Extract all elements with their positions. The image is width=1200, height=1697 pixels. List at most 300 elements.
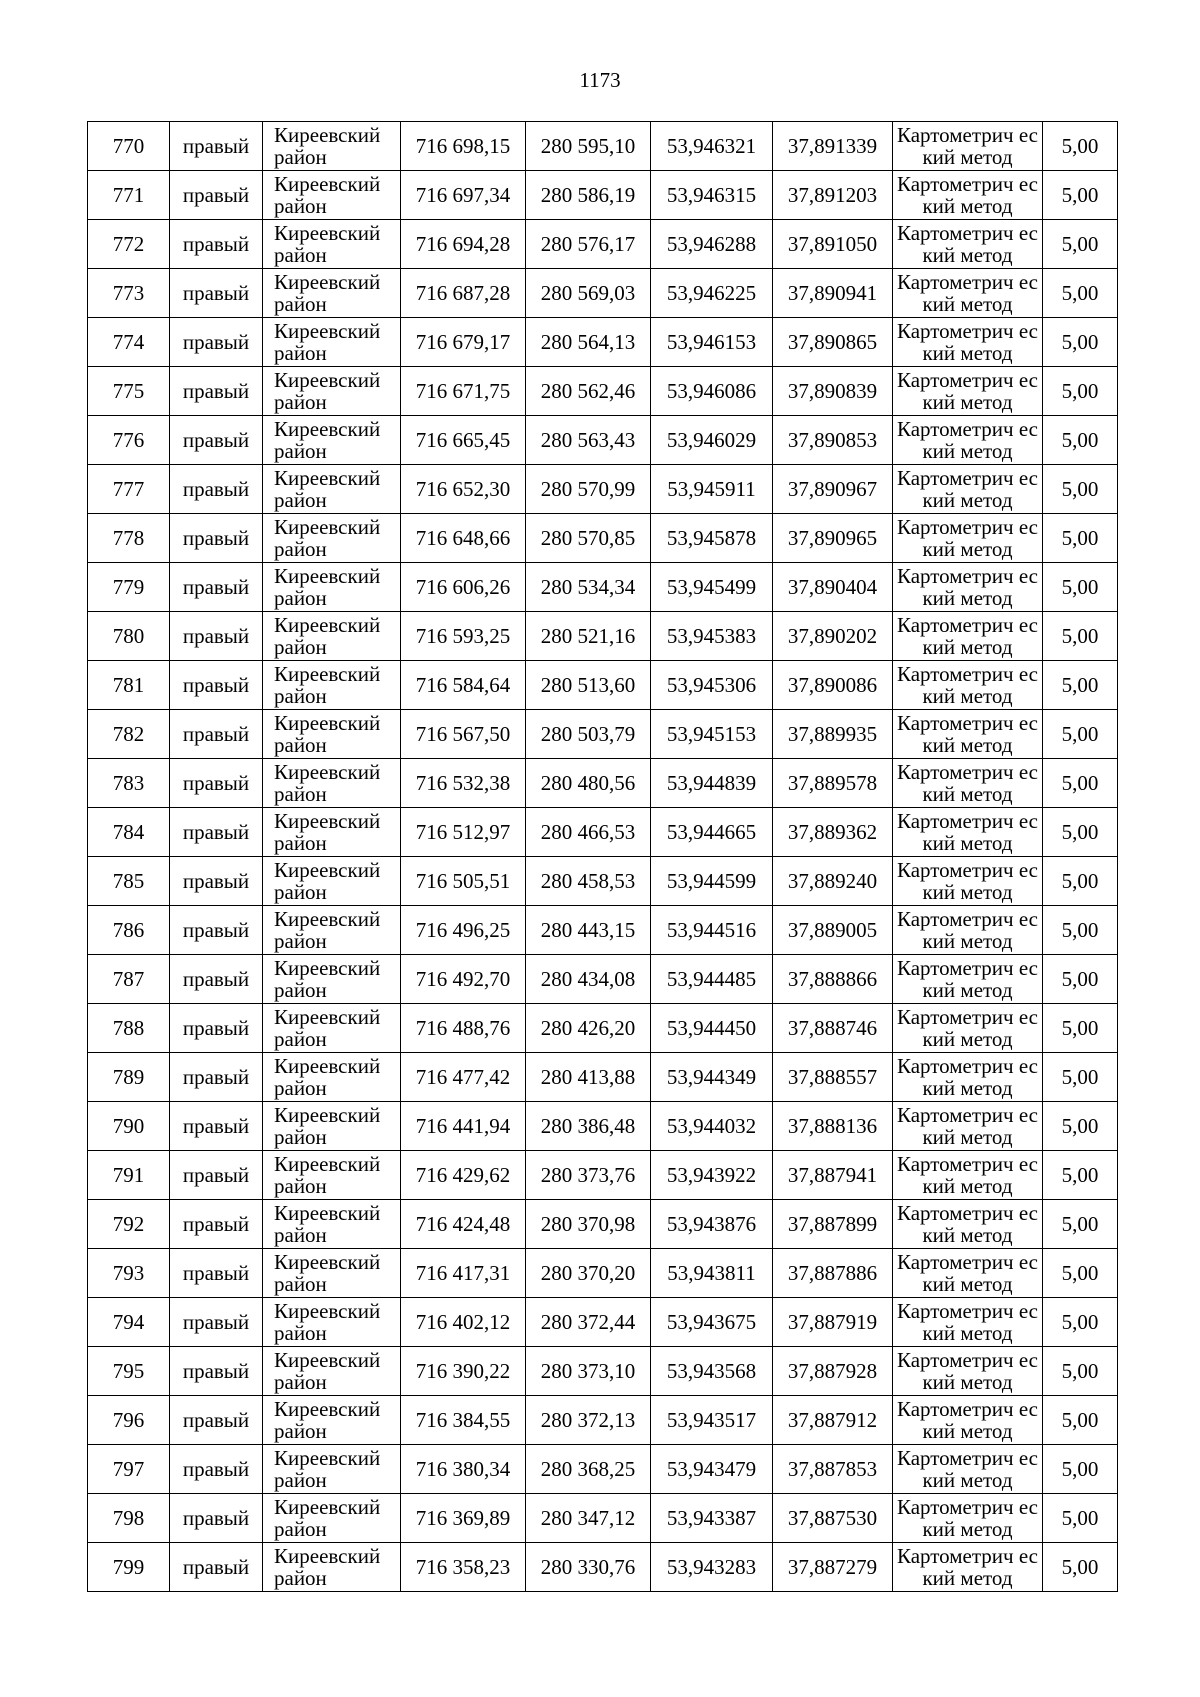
- longitude-cell: 37,890941: [773, 269, 893, 318]
- point-number-cell: 779: [88, 563, 170, 612]
- coord-y-cell: 280 564,13: [526, 318, 651, 367]
- district-cell: Киреевский район: [263, 563, 401, 612]
- latitude-cell: 53,943479: [651, 1445, 773, 1494]
- longitude-cell: 37,887899: [773, 1200, 893, 1249]
- table-row: [88, 612, 1118, 661]
- coord-y-cell: 280 513,60: [526, 661, 651, 710]
- method-cell: Картометрич еский метод: [893, 1200, 1043, 1249]
- longitude-cell: 37,890404: [773, 563, 893, 612]
- table-row: [88, 171, 1118, 220]
- table-row: [88, 759, 1118, 808]
- table-row: [88, 1004, 1118, 1053]
- latitude-cell: 53,945499: [651, 563, 773, 612]
- coord-x-cell: 716 567,50: [401, 710, 526, 759]
- longitude-cell: 37,890202: [773, 612, 893, 661]
- table-row: [88, 1249, 1118, 1298]
- bank-side-cell: правый: [170, 1200, 263, 1249]
- district-cell: Киреевский район: [263, 122, 401, 171]
- method-cell: Картометрич еский метод: [893, 661, 1043, 710]
- coord-x-cell: 716 606,26: [401, 563, 526, 612]
- method-cell: Картометрич еский метод: [893, 1102, 1043, 1151]
- bank-side-cell: правый: [170, 1445, 263, 1494]
- coord-x-cell: 716 532,38: [401, 759, 526, 808]
- table-body: [88, 122, 1118, 1592]
- point-number-cell: 777: [88, 465, 170, 514]
- latitude-cell: 53,944349: [651, 1053, 773, 1102]
- accuracy-cell: 5,00: [1043, 563, 1118, 612]
- coord-y-cell: 280 570,99: [526, 465, 651, 514]
- district-cell: Киреевский район: [263, 906, 401, 955]
- longitude-cell: 37,887912: [773, 1396, 893, 1445]
- point-number-cell: 797: [88, 1445, 170, 1494]
- latitude-cell: 53,944450: [651, 1004, 773, 1053]
- accuracy-cell: 5,00: [1043, 122, 1118, 171]
- district-cell: Киреевский район: [263, 1053, 401, 1102]
- point-number-cell: 771: [88, 171, 170, 220]
- longitude-cell: 37,890086: [773, 661, 893, 710]
- district-cell: Киреевский район: [263, 1004, 401, 1053]
- coord-y-cell: 280 563,43: [526, 416, 651, 465]
- district-cell: Киреевский район: [263, 318, 401, 367]
- method-cell: Картометрич еский метод: [893, 367, 1043, 416]
- coord-x-cell: 716 698,15: [401, 122, 526, 171]
- district-cell: Киреевский район: [263, 514, 401, 563]
- point-number-cell: 776: [88, 416, 170, 465]
- table-row: [88, 1151, 1118, 1200]
- coord-x-cell: 716 380,34: [401, 1445, 526, 1494]
- accuracy-cell: 5,00: [1043, 906, 1118, 955]
- latitude-cell: 53,943811: [651, 1249, 773, 1298]
- point-number-cell: 796: [88, 1396, 170, 1445]
- district-cell: Киреевский район: [263, 710, 401, 759]
- point-number-cell: 794: [88, 1298, 170, 1347]
- accuracy-cell: 5,00: [1043, 416, 1118, 465]
- coord-y-cell: 280 576,17: [526, 220, 651, 269]
- table-row: [88, 661, 1118, 710]
- longitude-cell: 37,890839: [773, 367, 893, 416]
- latitude-cell: 53,946321: [651, 122, 773, 171]
- point-number-cell: 793: [88, 1249, 170, 1298]
- table-row: [88, 1102, 1118, 1151]
- method-cell: Картометрич еский метод: [893, 318, 1043, 367]
- table-row: [88, 220, 1118, 269]
- district-cell: Киреевский район: [263, 808, 401, 857]
- accuracy-cell: 5,00: [1043, 710, 1118, 759]
- coord-y-cell: 280 426,20: [526, 1004, 651, 1053]
- bank-side-cell: правый: [170, 759, 263, 808]
- method-cell: Картометрич еский метод: [893, 1445, 1043, 1494]
- method-cell: Картометрич еский метод: [893, 759, 1043, 808]
- latitude-cell: 53,943283: [651, 1543, 773, 1592]
- coord-x-cell: 716 679,17: [401, 318, 526, 367]
- coord-x-cell: 716 384,55: [401, 1396, 526, 1445]
- longitude-cell: 37,889240: [773, 857, 893, 906]
- coord-x-cell: 716 358,23: [401, 1543, 526, 1592]
- point-number-cell: 783: [88, 759, 170, 808]
- coord-y-cell: 280 370,98: [526, 1200, 651, 1249]
- district-cell: Киреевский район: [263, 955, 401, 1004]
- longitude-cell: 37,890967: [773, 465, 893, 514]
- coord-y-cell: 280 373,76: [526, 1151, 651, 1200]
- bank-side-cell: правый: [170, 318, 263, 367]
- bank-side-cell: правый: [170, 710, 263, 759]
- table-row: [88, 906, 1118, 955]
- coord-x-cell: 716 488,76: [401, 1004, 526, 1053]
- coord-x-cell: 716 441,94: [401, 1102, 526, 1151]
- coord-y-cell: 280 458,53: [526, 857, 651, 906]
- method-cell: Картометрич еский метод: [893, 1298, 1043, 1347]
- bank-side-cell: правый: [170, 1347, 263, 1396]
- point-number-cell: 770: [88, 122, 170, 171]
- accuracy-cell: 5,00: [1043, 367, 1118, 416]
- coord-x-cell: 716 477,42: [401, 1053, 526, 1102]
- method-cell: Картометрич еский метод: [893, 1151, 1043, 1200]
- accuracy-cell: 5,00: [1043, 759, 1118, 808]
- longitude-cell: 37,889935: [773, 710, 893, 759]
- table-row: [88, 465, 1118, 514]
- table-row: [88, 318, 1118, 367]
- coord-x-cell: 716 429,62: [401, 1151, 526, 1200]
- longitude-cell: 37,889005: [773, 906, 893, 955]
- coord-y-cell: 280 330,76: [526, 1543, 651, 1592]
- longitude-cell: 37,887919: [773, 1298, 893, 1347]
- bank-side-cell: правый: [170, 1249, 263, 1298]
- coord-x-cell: 716 671,75: [401, 367, 526, 416]
- method-cell: Картометрич еский метод: [893, 1249, 1043, 1298]
- district-cell: Киреевский район: [263, 416, 401, 465]
- longitude-cell: 37,887279: [773, 1543, 893, 1592]
- point-number-cell: 780: [88, 612, 170, 661]
- accuracy-cell: 5,00: [1043, 661, 1118, 710]
- coordinates-table: [87, 121, 1118, 1592]
- coord-y-cell: 280 443,15: [526, 906, 651, 955]
- table-row: [88, 367, 1118, 416]
- longitude-cell: 37,890965: [773, 514, 893, 563]
- accuracy-cell: 5,00: [1043, 1053, 1118, 1102]
- point-number-cell: 782: [88, 710, 170, 759]
- district-cell: Киреевский район: [263, 465, 401, 514]
- coord-x-cell: 716 652,30: [401, 465, 526, 514]
- coord-y-cell: 280 413,88: [526, 1053, 651, 1102]
- coord-x-cell: 716 665,45: [401, 416, 526, 465]
- district-cell: Киреевский район: [263, 1396, 401, 1445]
- bank-side-cell: правый: [170, 1053, 263, 1102]
- longitude-cell: 37,887530: [773, 1494, 893, 1543]
- method-cell: Картометрич еский метод: [893, 269, 1043, 318]
- method-cell: Картометрич еский метод: [893, 955, 1043, 1004]
- point-number-cell: 799: [88, 1543, 170, 1592]
- longitude-cell: 37,888746: [773, 1004, 893, 1053]
- district-cell: Киреевский район: [263, 1298, 401, 1347]
- method-cell: Картометрич еский метод: [893, 416, 1043, 465]
- accuracy-cell: 5,00: [1043, 269, 1118, 318]
- latitude-cell: 53,945153: [651, 710, 773, 759]
- accuracy-cell: 5,00: [1043, 1249, 1118, 1298]
- coord-x-cell: 716 694,28: [401, 220, 526, 269]
- district-cell: Киреевский район: [263, 269, 401, 318]
- point-number-cell: 786: [88, 906, 170, 955]
- point-number-cell: 791: [88, 1151, 170, 1200]
- table-row: [88, 857, 1118, 906]
- bank-side-cell: правый: [170, 808, 263, 857]
- point-number-cell: 784: [88, 808, 170, 857]
- point-number-cell: 785: [88, 857, 170, 906]
- method-cell: Картометрич еский метод: [893, 1004, 1043, 1053]
- latitude-cell: 53,946029: [651, 416, 773, 465]
- district-cell: Киреевский район: [263, 1543, 401, 1592]
- method-cell: Картометрич еский метод: [893, 1543, 1043, 1592]
- bank-side-cell: правый: [170, 269, 263, 318]
- coord-y-cell: 280 595,10: [526, 122, 651, 171]
- latitude-cell: 53,946153: [651, 318, 773, 367]
- table-row: [88, 416, 1118, 465]
- latitude-cell: 53,946288: [651, 220, 773, 269]
- bank-side-cell: правый: [170, 514, 263, 563]
- method-cell: Картометрич еский метод: [893, 1347, 1043, 1396]
- coord-y-cell: 280 480,56: [526, 759, 651, 808]
- accuracy-cell: 5,00: [1043, 514, 1118, 563]
- coord-x-cell: 716 505,51: [401, 857, 526, 906]
- latitude-cell: 53,946086: [651, 367, 773, 416]
- latitude-cell: 53,943675: [651, 1298, 773, 1347]
- district-cell: Киреевский район: [263, 1249, 401, 1298]
- longitude-cell: 37,888557: [773, 1053, 893, 1102]
- district-cell: Киреевский район: [263, 367, 401, 416]
- table-row: [88, 1494, 1118, 1543]
- point-number-cell: 790: [88, 1102, 170, 1151]
- coord-y-cell: 280 569,03: [526, 269, 651, 318]
- district-cell: Киреевский район: [263, 612, 401, 661]
- latitude-cell: 53,945306: [651, 661, 773, 710]
- table-row: [88, 563, 1118, 612]
- point-number-cell: 789: [88, 1053, 170, 1102]
- coord-y-cell: 280 570,85: [526, 514, 651, 563]
- page-number: 1173: [579, 68, 621, 92]
- table-row: [88, 1347, 1118, 1396]
- longitude-cell: 37,889362: [773, 808, 893, 857]
- coord-y-cell: 280 534,34: [526, 563, 651, 612]
- latitude-cell: 53,943517: [651, 1396, 773, 1445]
- coord-y-cell: 280 586,19: [526, 171, 651, 220]
- table-row: [88, 514, 1118, 563]
- point-number-cell: 778: [88, 514, 170, 563]
- accuracy-cell: 5,00: [1043, 1151, 1118, 1200]
- coord-y-cell: 280 373,10: [526, 1347, 651, 1396]
- coord-x-cell: 716 584,64: [401, 661, 526, 710]
- longitude-cell: 37,887941: [773, 1151, 893, 1200]
- district-cell: Киреевский район: [263, 857, 401, 906]
- bank-side-cell: правый: [170, 1151, 263, 1200]
- latitude-cell: 53,944485: [651, 955, 773, 1004]
- table-row: [88, 1445, 1118, 1494]
- method-cell: Картометрич еский метод: [893, 1494, 1043, 1543]
- coord-x-cell: 716 496,25: [401, 906, 526, 955]
- bank-side-cell: правый: [170, 1396, 263, 1445]
- table-row: [88, 1053, 1118, 1102]
- method-cell: Картометрич еский метод: [893, 122, 1043, 171]
- bank-side-cell: правый: [170, 955, 263, 1004]
- latitude-cell: 53,943922: [651, 1151, 773, 1200]
- point-number-cell: 773: [88, 269, 170, 318]
- bank-side-cell: правый: [170, 1543, 263, 1592]
- coord-y-cell: 280 434,08: [526, 955, 651, 1004]
- point-number-cell: 798: [88, 1494, 170, 1543]
- bank-side-cell: правый: [170, 1298, 263, 1347]
- district-cell: Киреевский район: [263, 1347, 401, 1396]
- latitude-cell: 53,945911: [651, 465, 773, 514]
- longitude-cell: 37,887853: [773, 1445, 893, 1494]
- bank-side-cell: правый: [170, 1494, 263, 1543]
- coord-x-cell: 716 687,28: [401, 269, 526, 318]
- accuracy-cell: 5,00: [1043, 1200, 1118, 1249]
- coord-y-cell: 280 562,46: [526, 367, 651, 416]
- bank-side-cell: правый: [170, 171, 263, 220]
- accuracy-cell: 5,00: [1043, 1102, 1118, 1151]
- method-cell: Картометрич еский метод: [893, 220, 1043, 269]
- district-cell: Киреевский район: [263, 171, 401, 220]
- bank-side-cell: правый: [170, 220, 263, 269]
- bank-side-cell: правый: [170, 906, 263, 955]
- latitude-cell: 53,944599: [651, 857, 773, 906]
- longitude-cell: 37,891339: [773, 122, 893, 171]
- district-cell: Киреевский район: [263, 1151, 401, 1200]
- district-cell: Киреевский район: [263, 1494, 401, 1543]
- accuracy-cell: 5,00: [1043, 465, 1118, 514]
- district-cell: Киреевский район: [263, 1200, 401, 1249]
- method-cell: Картометрич еский метод: [893, 465, 1043, 514]
- coord-x-cell: 716 424,48: [401, 1200, 526, 1249]
- bank-side-cell: правый: [170, 367, 263, 416]
- coord-x-cell: 716 512,97: [401, 808, 526, 857]
- point-number-cell: 774: [88, 318, 170, 367]
- point-number-cell: 787: [88, 955, 170, 1004]
- coord-x-cell: 716 492,70: [401, 955, 526, 1004]
- coord-y-cell: 280 521,16: [526, 612, 651, 661]
- district-cell: Киреевский район: [263, 661, 401, 710]
- latitude-cell: 53,944839: [651, 759, 773, 808]
- accuracy-cell: 5,00: [1043, 1298, 1118, 1347]
- coord-x-cell: 716 402,12: [401, 1298, 526, 1347]
- accuracy-cell: 5,00: [1043, 1445, 1118, 1494]
- coord-y-cell: 280 466,53: [526, 808, 651, 857]
- accuracy-cell: 5,00: [1043, 220, 1118, 269]
- longitude-cell: 37,890853: [773, 416, 893, 465]
- accuracy-cell: 5,00: [1043, 171, 1118, 220]
- method-cell: Картометрич еский метод: [893, 1053, 1043, 1102]
- table-row: [88, 808, 1118, 857]
- coord-x-cell: 716 417,31: [401, 1249, 526, 1298]
- method-cell: Картометрич еский метод: [893, 906, 1043, 955]
- latitude-cell: 53,946225: [651, 269, 773, 318]
- accuracy-cell: 5,00: [1043, 955, 1118, 1004]
- longitude-cell: 37,887886: [773, 1249, 893, 1298]
- table-row: [88, 955, 1118, 1004]
- method-cell: Картометрич еский метод: [893, 710, 1043, 759]
- point-number-cell: 775: [88, 367, 170, 416]
- point-number-cell: 795: [88, 1347, 170, 1396]
- latitude-cell: 53,944032: [651, 1102, 773, 1151]
- coord-x-cell: 716 369,89: [401, 1494, 526, 1543]
- method-cell: Картометрич еский метод: [893, 808, 1043, 857]
- method-cell: Картометрич еский метод: [893, 514, 1043, 563]
- accuracy-cell: 5,00: [1043, 1347, 1118, 1396]
- latitude-cell: 53,944665: [651, 808, 773, 857]
- latitude-cell: 53,943568: [651, 1347, 773, 1396]
- bank-side-cell: правый: [170, 857, 263, 906]
- method-cell: Картометрич еский метод: [893, 857, 1043, 906]
- coord-x-cell: 716 593,25: [401, 612, 526, 661]
- table-row: [88, 1200, 1118, 1249]
- longitude-cell: 37,891050: [773, 220, 893, 269]
- district-cell: Киреевский район: [263, 1102, 401, 1151]
- method-cell: Картометрич еский метод: [893, 171, 1043, 220]
- latitude-cell: 53,943387: [651, 1494, 773, 1543]
- accuracy-cell: 5,00: [1043, 1494, 1118, 1543]
- coord-y-cell: 280 503,79: [526, 710, 651, 759]
- method-cell: Картометрич еский метод: [893, 1396, 1043, 1445]
- latitude-cell: 53,946315: [651, 171, 773, 220]
- longitude-cell: 37,888136: [773, 1102, 893, 1151]
- method-cell: Картометрич еский метод: [893, 612, 1043, 661]
- bank-side-cell: правый: [170, 661, 263, 710]
- bank-side-cell: правый: [170, 1102, 263, 1151]
- table-row: [88, 710, 1118, 759]
- coord-y-cell: 280 370,20: [526, 1249, 651, 1298]
- longitude-cell: 37,887928: [773, 1347, 893, 1396]
- accuracy-cell: 5,00: [1043, 1543, 1118, 1592]
- coord-x-cell: 716 648,66: [401, 514, 526, 563]
- coord-x-cell: 716 697,34: [401, 171, 526, 220]
- point-number-cell: 781: [88, 661, 170, 710]
- bank-side-cell: правый: [170, 612, 263, 661]
- point-number-cell: 772: [88, 220, 170, 269]
- bank-side-cell: правый: [170, 122, 263, 171]
- accuracy-cell: 5,00: [1043, 318, 1118, 367]
- bank-side-cell: правый: [170, 465, 263, 514]
- accuracy-cell: 5,00: [1043, 1004, 1118, 1053]
- latitude-cell: 53,945878: [651, 514, 773, 563]
- table-row: [88, 122, 1118, 171]
- method-cell: Картометрич еский метод: [893, 563, 1043, 612]
- latitude-cell: 53,945383: [651, 612, 773, 661]
- point-number-cell: 792: [88, 1200, 170, 1249]
- latitude-cell: 53,944516: [651, 906, 773, 955]
- bank-side-cell: правый: [170, 1004, 263, 1053]
- coord-x-cell: 716 390,22: [401, 1347, 526, 1396]
- accuracy-cell: 5,00: [1043, 612, 1118, 661]
- point-number-cell: 788: [88, 1004, 170, 1053]
- bank-side-cell: правый: [170, 563, 263, 612]
- district-cell: Киреевский район: [263, 1445, 401, 1494]
- coord-y-cell: 280 372,13: [526, 1396, 651, 1445]
- longitude-cell: 37,889578: [773, 759, 893, 808]
- table-row: [88, 1543, 1118, 1592]
- longitude-cell: 37,888866: [773, 955, 893, 1004]
- table-row: [88, 1298, 1118, 1347]
- accuracy-cell: 5,00: [1043, 857, 1118, 906]
- table-row: [88, 269, 1118, 318]
- district-cell: Киреевский район: [263, 759, 401, 808]
- longitude-cell: 37,891203: [773, 171, 893, 220]
- coord-y-cell: 280 368,25: [526, 1445, 651, 1494]
- coord-y-cell: 280 386,48: [526, 1102, 651, 1151]
- accuracy-cell: 5,00: [1043, 808, 1118, 857]
- coord-y-cell: 280 347,12: [526, 1494, 651, 1543]
- table-row: [88, 1396, 1118, 1445]
- accuracy-cell: 5,00: [1043, 1396, 1118, 1445]
- longitude-cell: 37,890865: [773, 318, 893, 367]
- district-cell: Киреевский район: [263, 220, 401, 269]
